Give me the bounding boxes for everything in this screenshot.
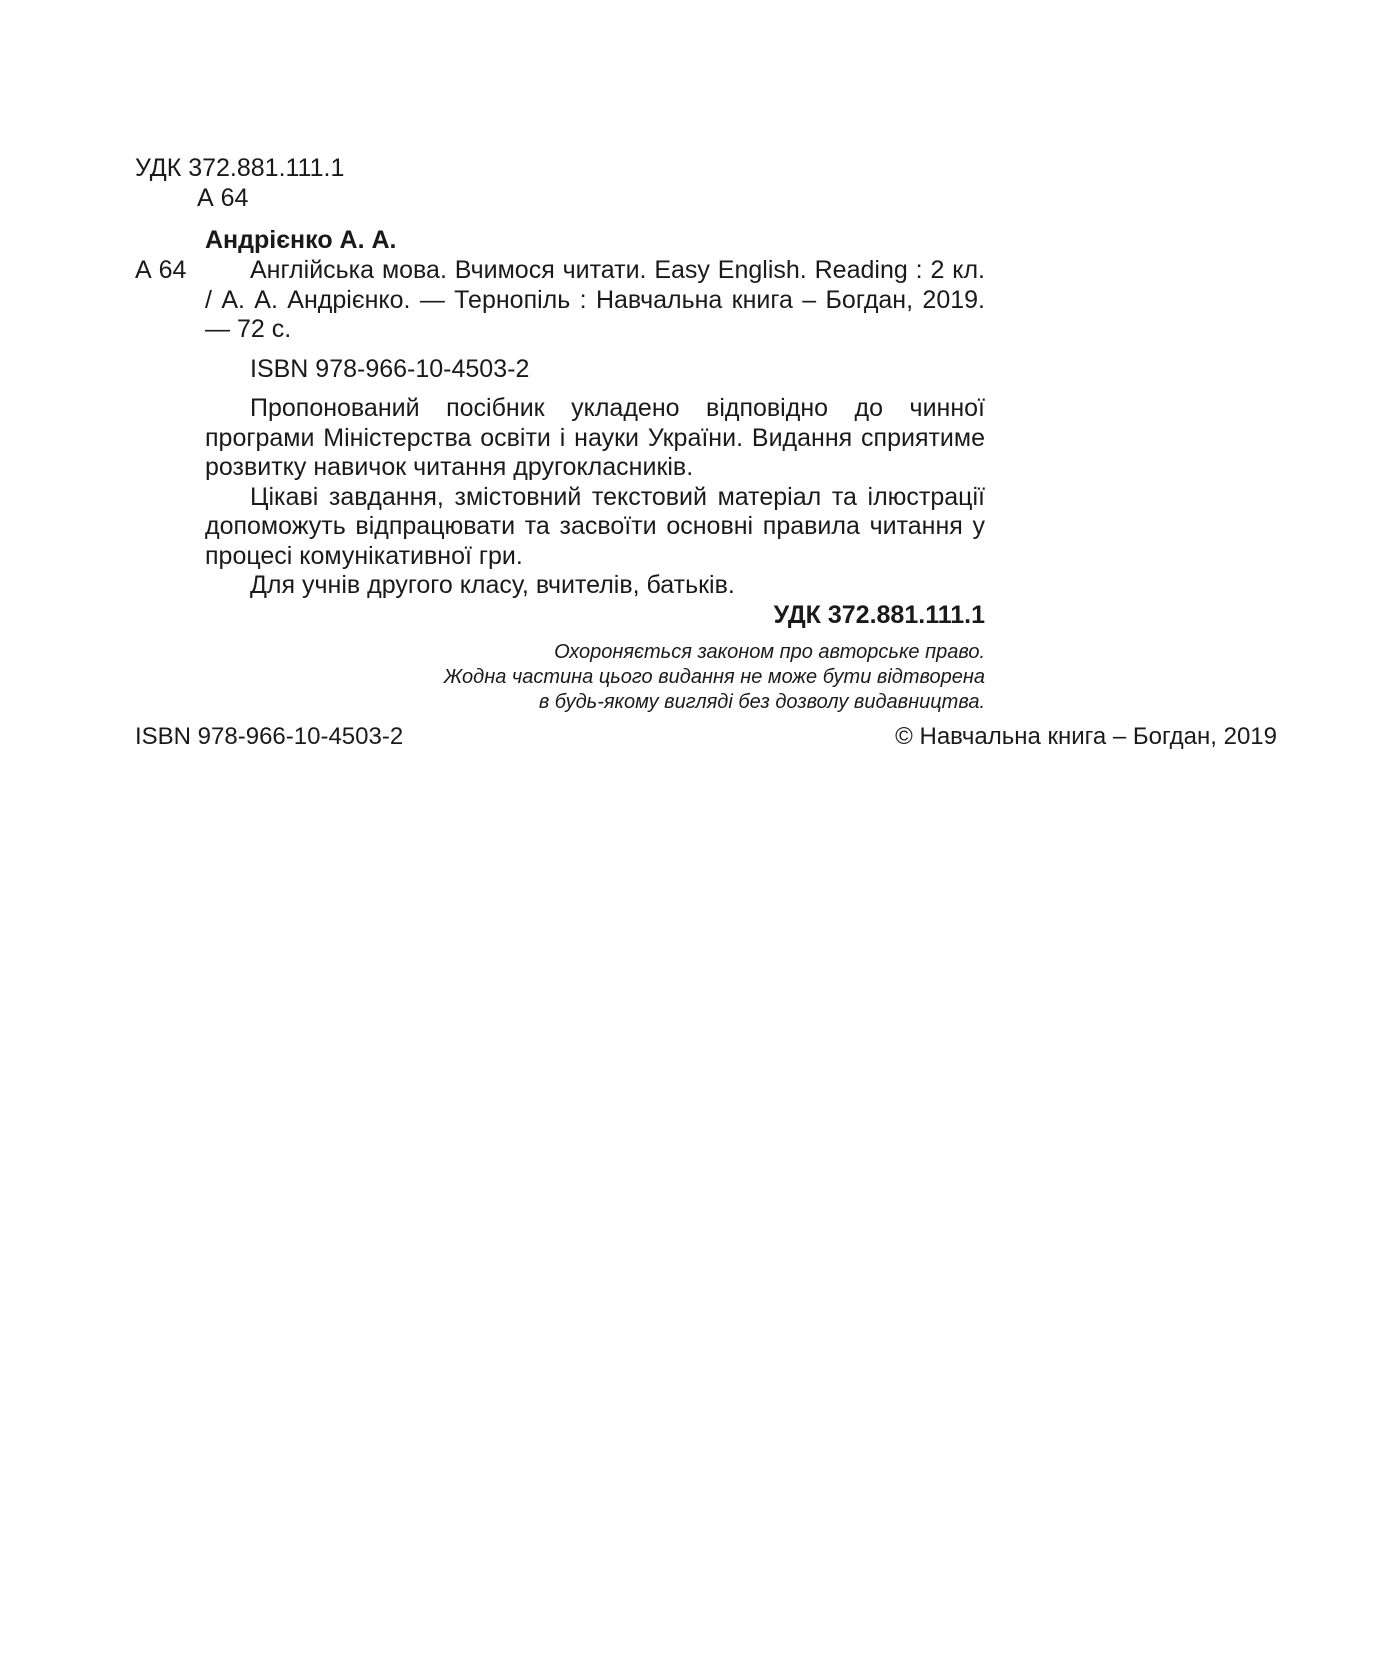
copyright-line: в будь-якому вигляді без дозволу видавництва. xyxy=(538,691,985,713)
isbn-footer: ISBN 978-966-10-4503-2 xyxy=(135,723,404,750)
author-sign: А 64 xyxy=(197,184,249,212)
bibliographic-description xyxy=(205,256,985,630)
udk-code: УДК 372.881.111.1 xyxy=(135,154,345,182)
publisher-copyright: © Навчальна книга – Богдан, 2019 xyxy=(895,723,1277,750)
isbn-inline: ISBN 978-966-10-4503-2 xyxy=(250,354,530,383)
annotation-paragraph: Для учнів другого класу, вчителів, батьків. xyxy=(250,571,735,599)
copyright-notice xyxy=(380,640,985,715)
author-name: Андрієнко А. А. xyxy=(205,226,397,254)
udk-code-bottom: УДК 372.881.111.1 xyxy=(773,600,985,629)
entry-author-sign: А 64 xyxy=(135,256,187,284)
copyright-line: Охороняється законом про авторське право. xyxy=(554,641,985,663)
annotation-paragraph: Цікаві завдання, змістовний текстовий матеріал та ілюстрації допоможуть відпрацювати та засвоїти основні правила читання у процесі комунікативної гри. xyxy=(205,482,985,570)
copyright-line: Жодна частина цього видання не може бути відтворена xyxy=(443,666,985,688)
bibliographic-record: Англійська мова. Вчимося читати. Easy English. Reading : 2 кл. / А. А. Андрієнко. — Тернопіль : Навчальна книга – Богдан, 2019. — 72 с. xyxy=(205,256,985,343)
annotation-paragraph: Пропонований посібник укладено відповідно до чинної програми Міністерства освіти і науки України. Видання сприятиме розвитку навичок читання другокласників. xyxy=(205,394,985,481)
